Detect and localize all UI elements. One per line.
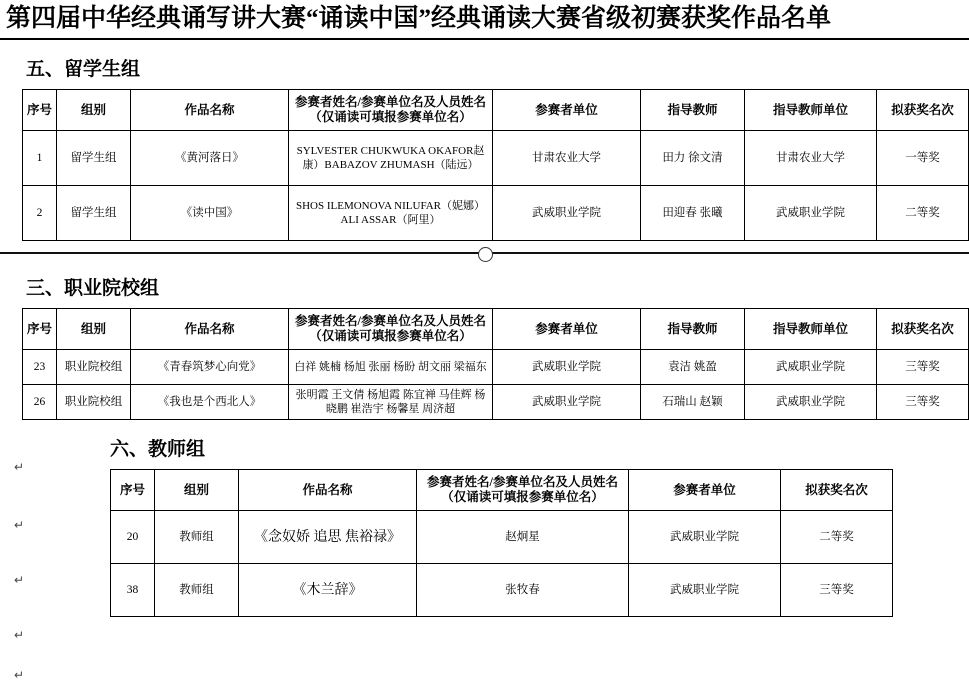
cell-work: 《木兰辞》	[239, 564, 417, 617]
column-header-group: 组别	[57, 90, 131, 131]
cell-no: 38	[111, 564, 155, 617]
table-row	[23, 350, 969, 385]
cell-group: 留学生组	[57, 131, 131, 186]
cell-award: 三等奖	[877, 385, 969, 420]
cell-work: 《我也是个西北人》	[131, 385, 289, 420]
column-header-participant-unit: 参赛者单位	[493, 309, 641, 350]
table-teachers	[110, 469, 893, 617]
cell-participant-names: 张牧春	[417, 564, 629, 617]
cell-no: 26	[23, 385, 57, 420]
cell-teacher: 田力 徐文清	[641, 131, 745, 186]
table-vocational-colleges	[22, 308, 969, 420]
cell-work: 《念奴娇 追思 焦裕禄》	[239, 511, 417, 564]
cell-teacher-unit: 武威职业学院	[745, 385, 877, 420]
column-header-participant-names: 参赛者姓名/参赛单位名及人员姓名（仅诵读可填报参赛单位名）	[289, 90, 493, 131]
column-header-participant-unit: 参赛者单位	[493, 90, 641, 131]
column-header-teacher: 指导教师	[641, 90, 745, 131]
column-header-group: 组别	[57, 309, 131, 350]
paragraph-mark: ↵	[14, 573, 25, 587]
section-heading-vocational-colleges: 三、职业院校组	[26, 278, 160, 299]
table-row	[111, 564, 893, 617]
cell-no: 20	[111, 511, 155, 564]
cell-participant-unit: 武威职业学院	[629, 564, 781, 617]
cell-participant-unit: 甘肃农业大学	[493, 131, 641, 186]
cell-group: 职业院校组	[57, 350, 131, 385]
section-heading-foreign-students: 五、留学生组	[26, 59, 141, 80]
table-row	[23, 186, 969, 241]
cell-work: 《黄河落日》	[131, 131, 289, 186]
column-header-participant-names: 参赛者姓名/参赛单位名及人员姓名（仅诵读可填报参赛单位名）	[417, 470, 629, 511]
table-foreign-students	[22, 89, 969, 241]
cell-no: 1	[23, 131, 57, 186]
cell-award: 三等奖	[877, 350, 969, 385]
cell-no: 23	[23, 350, 57, 385]
title-divider	[0, 38, 969, 40]
cell-teacher: 袁洁 姚盈	[641, 350, 745, 385]
column-header-teacher: 指导教师	[641, 309, 745, 350]
cell-work: 《青春筑梦心向党》	[131, 350, 289, 385]
cell-teacher-unit: 武威职业学院	[745, 350, 877, 385]
table-header-row	[111, 470, 893, 511]
column-header-award: 拟获奖名次	[781, 470, 893, 511]
page-break-handle[interactable]	[478, 247, 493, 262]
cell-award: 二等奖	[781, 511, 893, 564]
table-header-row	[23, 309, 969, 350]
cell-group: 教师组	[155, 511, 239, 564]
cell-participant-names: 白祥 姚楠 杨旭 张丽 杨盼 胡文丽 梁福东	[289, 350, 493, 385]
page-break-divider	[0, 247, 969, 259]
column-header-participant-unit: 参赛者单位	[629, 470, 781, 511]
cell-work: 《读中国》	[131, 186, 289, 241]
cell-teacher-unit: 武威职业学院	[745, 186, 877, 241]
cell-group: 留学生组	[57, 186, 131, 241]
page-title: 第四届中华经典诵写讲大赛“诵读中国”经典诵读大赛省级初赛获奖作品名单	[6, 5, 832, 32]
column-header-no: 序号	[23, 90, 57, 131]
cell-participant-names: 张明霞 王文倩 杨旭霞 陈宜禅 马佳辉 杨晓鹏 崔浩宇 杨馨星 周济超	[289, 385, 493, 420]
cell-award: 二等奖	[877, 186, 969, 241]
cell-participant-unit: 武威职业学院	[629, 511, 781, 564]
column-header-award: 拟获奖名次	[877, 90, 969, 131]
cell-group: 教师组	[155, 564, 239, 617]
paragraph-mark: ↵	[14, 460, 25, 474]
table-header-row	[23, 90, 969, 131]
column-header-participant-names: 参赛者姓名/参赛单位名及人员姓名（仅诵读可填报参赛单位名）	[289, 309, 493, 350]
cell-teacher: 田迎春 张曦	[641, 186, 745, 241]
paragraph-mark: ↵	[14, 668, 25, 682]
column-header-work: 作品名称	[131, 90, 289, 131]
cell-participant-names: 赵炯星	[417, 511, 629, 564]
cell-participant-names: SHOS ILEMONOVA NILUFAR（妮娜）ALI ASSAR（阿里）	[289, 186, 493, 241]
cell-teacher: 石瑞山 赵颖	[641, 385, 745, 420]
column-header-no: 序号	[23, 309, 57, 350]
column-header-work: 作品名称	[239, 470, 417, 511]
column-header-group: 组别	[155, 470, 239, 511]
column-header-no: 序号	[111, 470, 155, 511]
cell-award: 三等奖	[781, 564, 893, 617]
column-header-teacher-unit: 指导教师单位	[745, 309, 877, 350]
column-header-teacher-unit: 指导教师单位	[745, 90, 877, 131]
section-heading-teachers: 六、教师组	[110, 439, 206, 460]
cell-no: 2	[23, 186, 57, 241]
column-header-award: 拟获奖名次	[877, 309, 969, 350]
cell-award: 一等奖	[877, 131, 969, 186]
column-header-work: 作品名称	[131, 309, 289, 350]
table-row	[23, 131, 969, 186]
table-row	[111, 511, 893, 564]
cell-participant-names: SYLVESTER CHUKWUKA OKAFOR赵康）BABAZOV ZHUMASH（陆远）	[289, 131, 493, 186]
cell-teacher-unit: 甘肃农业大学	[745, 131, 877, 186]
table-row	[23, 385, 969, 420]
cell-group: 职业院校组	[57, 385, 131, 420]
cell-participant-unit: 武威职业学院	[493, 385, 641, 420]
cell-participant-unit: 武威职业学院	[493, 186, 641, 241]
paragraph-mark: ↵	[14, 628, 25, 642]
cell-participant-unit: 武威职业学院	[493, 350, 641, 385]
paragraph-mark: ↵	[14, 518, 25, 532]
